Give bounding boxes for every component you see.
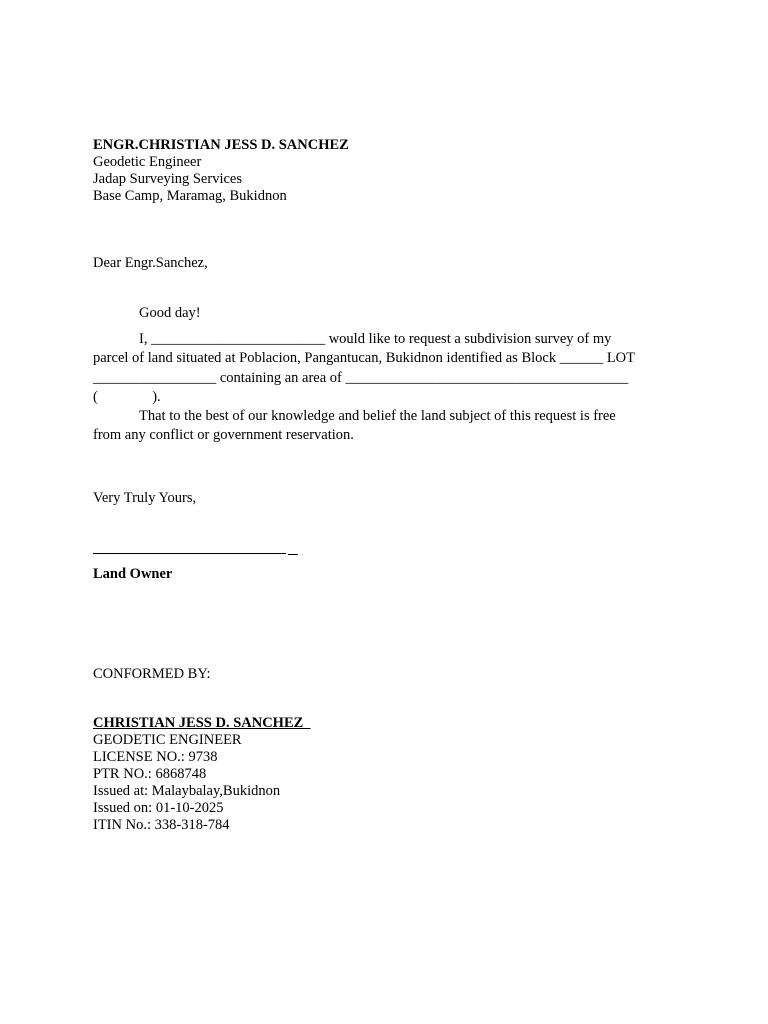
sender-name: ENGR.CHRISTIAN JESS D. SANCHEZ — [93, 137, 349, 153]
issued-at: Issued at: Malaybalay,Bukidnon — [93, 783, 281, 799]
sender-address: Base Camp, Maramag, Bukidnon — [93, 188, 287, 204]
sender-title: Geodetic Engineer — [93, 154, 202, 170]
body-paragraph-1-line-2: parcel of land situated at Poblacion, Pangantucan, Bukidnon identified as Block ______ LOT — [93, 350, 636, 366]
engineer-name: CHRISTIAN JESS D. SANCHEZ — [93, 715, 311, 731]
engineer-title: GEODETIC ENGINEER — [93, 732, 242, 748]
body-paragraph-2-line-2: from any conflict or government reservation. — [93, 427, 354, 443]
ptr-number: PTR NO.: 6868748 — [93, 766, 207, 782]
conformed-by-label: CONFORMED BY: — [93, 666, 211, 682]
closing: Very Truly Yours, — [93, 490, 197, 506]
salutation: Dear Engr.Sanchez, — [93, 255, 208, 271]
itin-number: ITIN No.: 338-318-784 — [93, 817, 230, 833]
body-paragraph-1-line-4: ( ). — [93, 389, 161, 405]
greeting: Good day! — [139, 305, 201, 321]
signature-line-tail — [288, 554, 298, 555]
signature-line — [93, 553, 286, 554]
issued-on: Issued on: 01-10-2025 — [93, 800, 224, 816]
body-paragraph-1-line-3: _________________ containing an area of _______________________________________ — [93, 370, 629, 386]
body-paragraph-2-line-1: That to the best of our knowledge and belief the land subject of this request is free — [139, 408, 616, 424]
sender-company: Jadap Surveying Services — [93, 171, 242, 187]
license-number: LICENSE NO.: 9738 — [93, 749, 218, 765]
body-paragraph-1-line-1: I, ________________________ would like to request a subdivision survey of my — [139, 331, 612, 347]
land-owner-label: Land Owner — [93, 566, 173, 582]
